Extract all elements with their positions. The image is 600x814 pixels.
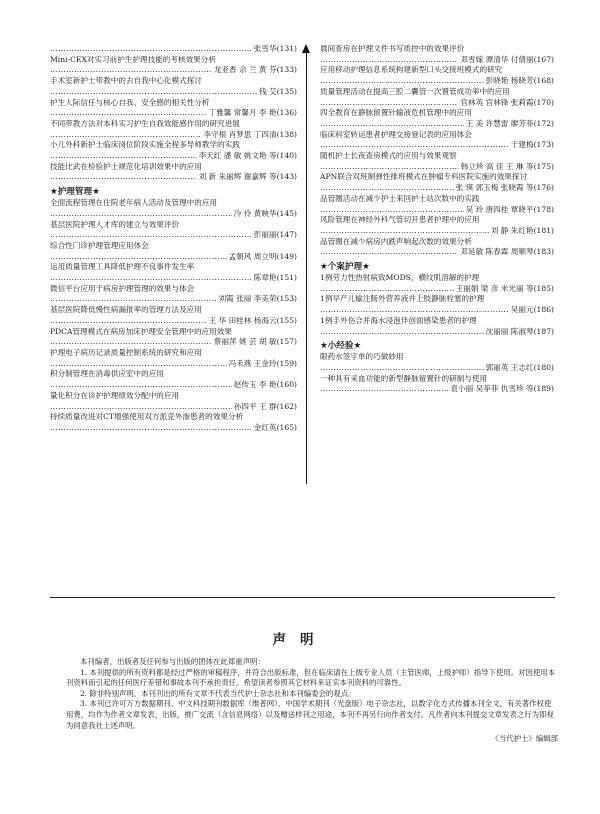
- toc-entry-author-line: [50, 209, 297, 220]
- dot-leader: [50, 172, 197, 183]
- toc-entry-authors-page: 吴 玲 唐四桂 覃晓平(178): [465, 204, 554, 214]
- toc-entry-author-line: [50, 151, 297, 162]
- dot-leader: [320, 162, 459, 173]
- toc-entry[interactable]: [50, 327, 297, 348]
- toc-entry[interactable]: [50, 412, 297, 433]
- toc-entry-title: 护理电子病历记录质量控制系统的研究和应用: [50, 347, 202, 357]
- toc-entry-author-line: [320, 284, 554, 295]
- toc-entry[interactable]: [320, 215, 554, 236]
- toc-entry-authors-page: 官林英 官林锋 张莉霞(170): [460, 97, 554, 107]
- toc-entry-author-line: [50, 252, 297, 263]
- toc-entry-authors-page: 刘 静 朱红艳(181): [490, 225, 554, 235]
- toc-entry-title: 护生人际信任与核心自我、安全感的相关性分析: [50, 97, 210, 107]
- dot-leader: [320, 205, 464, 216]
- toc-entry[interactable]: [320, 237, 554, 258]
- toc-entry[interactable]: [50, 369, 297, 390]
- declaration-item-3: 3. 本刊已许可万方数据期刊、中文科技期刊数据库（维普网）、中国学术期刊（光盘版）电子杂志社，以数字化方式传播本刊全文。有关著作权使用费，均作为作者文章发表，出版，推广交流（含信息网络）以及赠送样刊之用途，本刊不再另行向作者支付。凡作者向本刊提交文章发表之行为即视为同意我社上述声明。: [66, 699, 554, 730]
- toc-entry-author-line: [50, 316, 297, 327]
- section-heading: ★个案护理★: [320, 262, 370, 273]
- toc-entry-author-line: [50, 294, 297, 305]
- toc-entry[interactable]: [50, 44, 297, 55]
- toc-entry[interactable]: [320, 294, 554, 315]
- dot-leader: [50, 423, 252, 434]
- toc-entry-author-line: [50, 359, 297, 370]
- toc-entry-authors-page: 李天红 潘 敏 姚文艳 等(140): [198, 151, 297, 161]
- dot-leader: [50, 273, 252, 284]
- toc-right-column: [320, 44, 554, 395]
- toc-entry-title: 应用移动护理信息系统构建新型口头交接班模式的研究: [320, 65, 503, 75]
- toc-entry-title: 品管圈活动在减少护士来回护士站次数中的实践: [320, 193, 480, 203]
- toc-entry-author-line: [320, 226, 554, 237]
- toc-entry-authors-page: 邓雪嫁 谭清华 付倩丽(167): [460, 54, 554, 64]
- section-divider: [50, 597, 555, 598]
- dot-leader: [320, 327, 484, 338]
- toc-entry[interactable]: [50, 391, 297, 412]
- section-heading: ★护理管理★: [50, 187, 100, 198]
- dot-leader: [50, 108, 207, 119]
- toc-entry-title: 手术室新护士带教中的去自我中心化模式探讨: [50, 76, 202, 86]
- toc-entry[interactable]: [320, 65, 554, 86]
- toc-entry-author-line: [320, 384, 554, 395]
- toc-entry[interactable]: [320, 172, 554, 193]
- dot-leader: [50, 151, 197, 162]
- toc-entry-author-line: [50, 44, 297, 55]
- toc-entry[interactable]: [50, 348, 297, 369]
- toc-entry-title: 品管圈在减少病房内跌声响起次数的效果分析: [320, 236, 472, 246]
- dot-leader: [50, 65, 212, 76]
- declaration-body: [66, 657, 558, 745]
- toc-entry-title: 技能比武在检验护士规范化培训效果中的应用: [50, 161, 202, 171]
- declaration-item-1: 1. 本刊提供的所有资料都是经过严格的审稿程序，并符合出版标准，但在临床请在上级专业人员（主管医师，上级护师）指导下使用。对因使用本刊资料而引起的任何医疗差错和事故本刊不承担责任。希望读者参照其它材料来证实本刊资料的可靠性。: [66, 667, 556, 688]
- dot-leader: [50, 209, 232, 220]
- dot-leader: [320, 76, 484, 87]
- toc-entry-author-line: [320, 98, 554, 109]
- dot-leader: [320, 98, 458, 109]
- column-divider: [306, 50, 307, 484]
- dot-leader: [320, 119, 464, 130]
- dot-leader: [320, 284, 454, 295]
- toc-entry-title: 1例劳力性热射病致MODS、横纹肌溶解的护理: [320, 273, 480, 283]
- toc-entry-title: 量化积分在诊护护理绩效分配中的应用: [50, 390, 180, 400]
- toc-entry-title: PDCA管理模式在病房加床护理安全管理中的应用效果: [50, 326, 232, 336]
- toc-entry-author-line: [320, 205, 554, 216]
- toc-entry-authors-page: 于建梅(173): [510, 140, 554, 150]
- toc-entry[interactable]: [320, 87, 554, 108]
- toc-entry-title: 小儿外科新护士临床岗位阶段实施全程多导师教学的实践: [50, 140, 240, 150]
- toc-entry-authors-page: 彭晓艳 杨晓芳(168): [485, 76, 554, 86]
- toc-entry-title: 持续质量改进对CT增强使用双方派克外渗患者的效果分析: [50, 412, 244, 422]
- toc-entry[interactable]: [50, 241, 297, 262]
- toc-entry[interactable]: [320, 273, 554, 294]
- dot-leader: [320, 55, 458, 66]
- toc-entry[interactable]: [320, 316, 554, 337]
- toc-entry-authors-page: 邓延敏 陈春霖 周顺琴(183): [460, 247, 554, 257]
- toc-entry-title: 临床科室转运患者护理交接登记表的应用体会: [320, 129, 472, 139]
- toc-entry-author-line: [50, 273, 297, 284]
- toc-entry-authors-page: 金红英(165): [253, 422, 297, 432]
- toc-entry-title: 随机护士长夜查房模式的应用与效果观察: [320, 151, 457, 161]
- toc-entry-authors-page: 丁雅馨 常馨月 李 艳(136): [208, 108, 297, 118]
- toc-entry[interactable]: [320, 108, 554, 129]
- toc-entry-author-line: [320, 363, 554, 374]
- toc-entry-title: Mini-CEX对实习前护生护理技能的考核效果分析: [50, 54, 216, 64]
- toc-entry-authors-page: 王 美 许慧雷 廖芳菲(172): [465, 118, 554, 128]
- toc-entry-authors-page: 吴丽元(186): [510, 305, 554, 315]
- toc-entry-title: 综合性门诊护理管理应用体会: [50, 240, 149, 250]
- dot-leader: [50, 252, 227, 263]
- toc-entry-title: 基层医院护理人才库的建立与效果评价: [50, 219, 180, 229]
- dot-leader: [50, 44, 252, 55]
- toc-entry-author-line: [50, 130, 297, 141]
- toc-entry-title: 四全教育在静脉留置针输液危机管理中的应用: [320, 108, 472, 118]
- toc-entry-authors-page: 蔡丽萍 姚 芸 胡 敏(157): [213, 337, 297, 347]
- toc-entry[interactable]: [50, 220, 297, 241]
- dot-leader: [50, 230, 252, 241]
- toc-entry[interactable]: [50, 284, 297, 305]
- toc-entry[interactable]: [320, 130, 554, 151]
- toc-entry[interactable]: [50, 98, 297, 119]
- dot-leader: [320, 183, 454, 194]
- toc-entry-title: 风险管理在神经外科气管切开患者护理中的应用: [320, 215, 480, 225]
- toc-entry-author-line: [320, 55, 554, 66]
- toc-entry-authors-page: 王 华 田桂林 杨海云(155): [208, 315, 297, 325]
- toc-entry-author-line: [320, 183, 554, 194]
- toc-entry-authors-page: 赵传玉 李 艳(160): [233, 380, 297, 390]
- toc-entry-title: 一种具有采血功能的新型静脉留置针的研制与使用: [320, 373, 488, 383]
- toc-entry[interactable]: [50, 162, 297, 183]
- toc-entry[interactable]: [50, 198, 297, 219]
- toc-entry-author-line: [320, 247, 554, 258]
- toc-entry-title: 眼药水签字单的巧做妙用: [320, 352, 404, 362]
- toc-entry-author-line: [50, 172, 297, 183]
- declaration-signature: 《当代护士》编辑部: [491, 734, 558, 744]
- dot-leader: [320, 140, 509, 151]
- toc-entry-author-line: [50, 87, 297, 98]
- toc-entry-author-line: [50, 423, 297, 434]
- toc-entry-authors-page: 韩立珍 高 佳 王 琳 等(175): [460, 161, 554, 171]
- dot-leader: [50, 316, 207, 327]
- toc-entry-author-line: [320, 327, 554, 338]
- dot-leader: [320, 305, 509, 316]
- toc-entry-title: 基层医院降低慢性病漏报率的管理方法及应用: [50, 305, 202, 315]
- dot-leader: [320, 363, 484, 374]
- toc-entry[interactable]: [320, 194, 554, 215]
- toc-entry-author-line: [50, 380, 297, 391]
- toc-entry-authors-page: 陈章艳(151): [253, 273, 297, 283]
- toc-entry-title: 1例手外伤合并海水浸泡伴创面感染患者的护理: [320, 315, 477, 325]
- toc-entry-author-line: [320, 119, 554, 130]
- toc-entry-author-line: [320, 162, 554, 173]
- toc-entry-author-line: [320, 76, 554, 87]
- declaration-intro: 本刊编者，出版者及任何参与出版的团体在此郑重声明：: [80, 657, 265, 666]
- toc-entry-author-line: [50, 337, 297, 348]
- toc-entry-authors-page: 冷 伶 黄映华(145): [233, 208, 297, 218]
- toc-entry-title: 晨间查房在护理文件书写质控中的效果评价: [320, 44, 465, 53]
- toc-entry-author-line: [50, 230, 297, 241]
- toc-entry-authors-page: 沈丽丽 陈淑琴(187): [485, 326, 554, 336]
- dot-leader: [50, 359, 227, 370]
- toc-entry-authors-page: 龙亚香 佘 兰 黄 芬(133): [213, 65, 297, 75]
- toc-entry[interactable]: [50, 140, 297, 161]
- dot-leader: [50, 87, 257, 98]
- toc-entry-title: 运用质量管理工具降低护理不良事件发生率: [50, 262, 195, 272]
- toc-entry-authors-page: 郭丽英 王志红(180): [485, 362, 554, 372]
- toc-entry-authors-page: 刘霞 张丽 李美荣(153): [218, 294, 297, 304]
- dot-leader: [50, 130, 201, 141]
- dot-leader: [50, 337, 212, 348]
- toc-entry-author-line: [50, 402, 297, 413]
- toc-entry-authors-page: 王丽娟 梁 彦 米光丽 等(185): [455, 283, 554, 293]
- toc-entry-title: APN联合双班制弹性排班模式在肿瘤专科医院实施的效果探讨: [320, 172, 528, 182]
- dot-leader: [50, 402, 232, 413]
- toc-entry-authors-page: 李守根 肖梦思 丁四清(138): [203, 129, 297, 139]
- toc-entry-author-line: [320, 305, 554, 316]
- toc-entry-author-line: [50, 108, 297, 119]
- toc-entry-authors-page: 钱 艾(135): [258, 86, 297, 96]
- toc-entry-title: 积分制管理在消毒供应室中的应用: [50, 369, 164, 379]
- toc-entry-author-line: [50, 65, 297, 76]
- toc-entry-authors-page: 刘 新 朱丽辉 谢嘉辉 等(143): [198, 172, 297, 182]
- toc-entry[interactable]: [320, 151, 554, 172]
- dot-leader: [320, 384, 448, 395]
- toc-entry-authors-page: 张 瑛 郭玉梅 张晓霞 等(176): [455, 183, 554, 193]
- dot-leader: [320, 226, 489, 237]
- toc-entry-authors-page: 袁小丽 吴菲菲 仇雪珍 等(189): [450, 384, 554, 394]
- toc-left-column: [50, 44, 297, 434]
- dot-leader: [320, 247, 458, 258]
- section-heading: ★小经验★: [320, 341, 362, 352]
- toc-entry-title: 微信平台应用于病房护理管理的效果与体会: [50, 283, 195, 293]
- toc-entry-title: 全面流程管理在住院老年病人活动及管理中的应用: [50, 198, 218, 208]
- toc-entry-title: 质量管理活动在提高三腔二囊管一次置管成功率中的应用: [320, 86, 510, 96]
- toc-entry[interactable]: [320, 374, 554, 395]
- dot-leader: [50, 380, 232, 391]
- toc-entry[interactable]: [320, 44, 554, 65]
- toc-entry-authors-page: 孟朝风 周立明(149): [228, 251, 297, 261]
- toc-entry-title: 1例早产儿输注肠外营养液并上肢静脉栓塞的护理: [320, 294, 485, 304]
- toc-entry-author-line: [320, 140, 554, 151]
- declaration-title: 声明: [272, 632, 328, 648]
- toc-entry[interactable]: [50, 305, 297, 326]
- toc-entry-authors-page: 张雪华(131): [253, 44, 297, 53]
- toc-entry[interactable]: [50, 76, 297, 97]
- toc-entry-title: 不同带教方法对本科实习护生自我效能感作用的研究进展: [50, 118, 240, 128]
- declaration-item-2: 2. 除非特别声明，本刊刊出的所有文章不代表当代护士杂志社和本刊编委会的观点。: [80, 688, 356, 698]
- dot-leader: [50, 294, 217, 305]
- toc-entry[interactable]: [50, 119, 297, 140]
- toc-entry-authors-page: 彭丽丽(147): [253, 230, 297, 240]
- toc-entry[interactable]: [320, 352, 554, 373]
- toc-entry-authors-page: 冯禾燕 王金玲(159): [228, 358, 297, 368]
- toc-entry-authors-page: 孙四平 王 群(162): [233, 401, 297, 411]
- toc-entry[interactable]: [50, 262, 297, 283]
- toc-entry[interactable]: [50, 55, 297, 76]
